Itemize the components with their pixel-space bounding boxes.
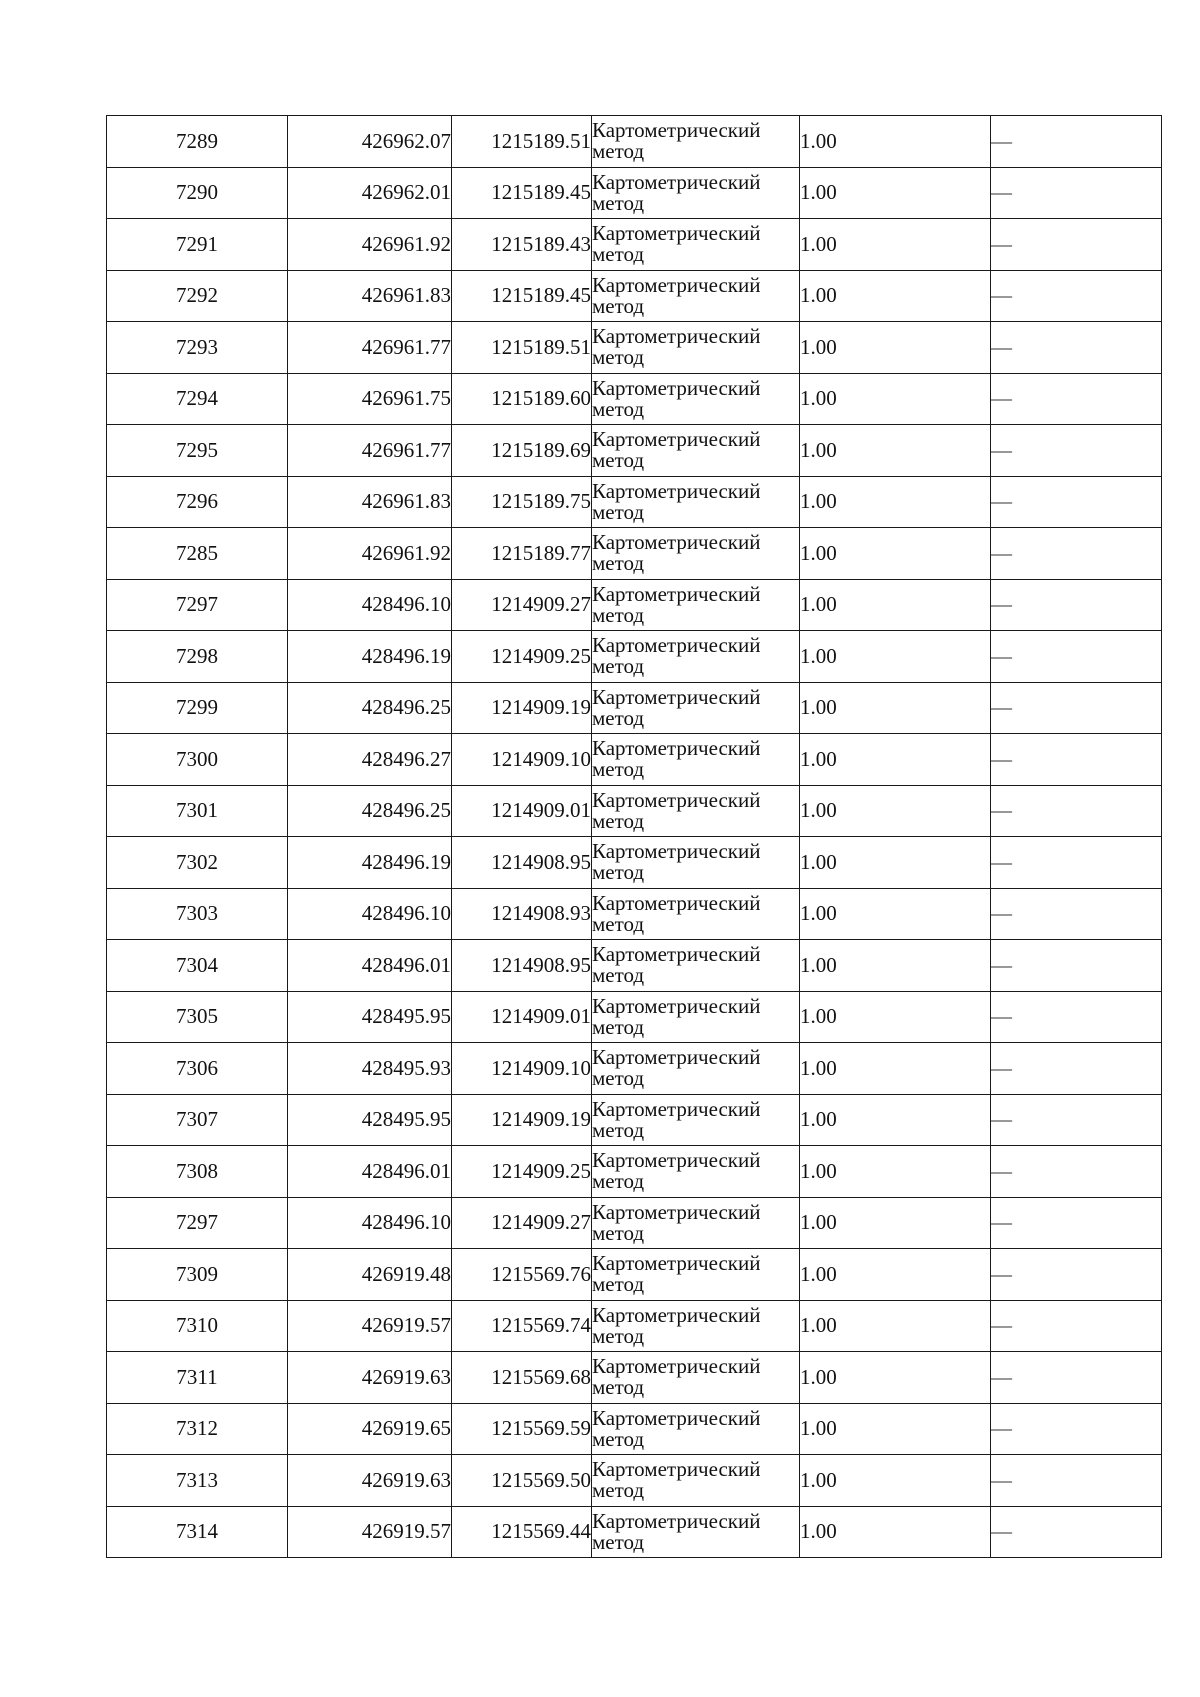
point-number-cell: 7291 bbox=[107, 219, 288, 271]
accuracy-cell: 1.00 bbox=[800, 631, 991, 683]
accuracy-cell: 1.00 bbox=[800, 167, 991, 219]
method-cell bbox=[592, 373, 800, 425]
point-number-cell: 7295 bbox=[107, 425, 288, 477]
accuracy-cell: 1.00 bbox=[800, 1094, 991, 1146]
table-row bbox=[107, 1455, 1162, 1507]
y-coordinate-cell: 1215189.60 bbox=[452, 373, 592, 425]
y-coordinate-cell: 1215189.43 bbox=[452, 219, 592, 271]
accuracy-cell: 1.00 bbox=[800, 888, 991, 940]
point-number-cell: 7297 bbox=[107, 1197, 288, 1249]
method-cell bbox=[592, 1506, 800, 1558]
method-line-2: метод bbox=[592, 654, 645, 679]
method-cell bbox=[592, 888, 800, 940]
method-line-2: метод bbox=[592, 602, 645, 627]
y-coordinate-cell: 1214909.25 bbox=[452, 631, 592, 683]
x-coordinate-cell: 428496.25 bbox=[288, 785, 452, 837]
point-number-cell: 7298 bbox=[107, 631, 288, 683]
x-coordinate-cell: 428496.27 bbox=[288, 734, 452, 786]
description-cell: — bbox=[991, 528, 1162, 580]
table-row bbox=[107, 785, 1162, 837]
x-coordinate-cell: 428496.10 bbox=[288, 888, 452, 940]
x-coordinate-cell: 426919.63 bbox=[288, 1352, 452, 1404]
table-body bbox=[107, 116, 1162, 1558]
method-cell bbox=[592, 1197, 800, 1249]
y-coordinate-cell: 1215569.74 bbox=[452, 1300, 592, 1352]
method-line-1: Картометрический bbox=[592, 478, 761, 503]
table-row bbox=[107, 322, 1162, 374]
method-cell bbox=[592, 219, 800, 271]
table-row bbox=[107, 1506, 1162, 1558]
description-cell: — bbox=[991, 270, 1162, 322]
y-coordinate-cell: 1214908.93 bbox=[452, 888, 592, 940]
accuracy-cell: 1.00 bbox=[800, 528, 991, 580]
point-number-cell: 7310 bbox=[107, 1300, 288, 1352]
point-number-cell: 7306 bbox=[107, 1043, 288, 1095]
method-line-2: метод bbox=[592, 551, 645, 576]
method-cell bbox=[592, 785, 800, 837]
point-number-cell: 7301 bbox=[107, 785, 288, 837]
table-row bbox=[107, 116, 1162, 168]
method-line-2: метод bbox=[592, 293, 645, 318]
accuracy-cell: 1.00 bbox=[800, 1455, 991, 1507]
table-row bbox=[107, 579, 1162, 631]
accuracy-cell: 1.00 bbox=[800, 1146, 991, 1198]
point-number-cell: 7302 bbox=[107, 837, 288, 889]
x-coordinate-cell: 428496.19 bbox=[288, 631, 452, 683]
method-cell bbox=[592, 116, 800, 168]
description-cell: — bbox=[991, 579, 1162, 631]
point-number-cell: 7303 bbox=[107, 888, 288, 940]
description-cell: — bbox=[991, 1506, 1162, 1558]
method-cell bbox=[592, 1300, 800, 1352]
method-line-2: метод bbox=[592, 757, 645, 782]
y-coordinate-cell: 1214909.19 bbox=[452, 1094, 592, 1146]
x-coordinate-cell: 426961.83 bbox=[288, 270, 452, 322]
table-row bbox=[107, 219, 1162, 271]
method-cell bbox=[592, 682, 800, 734]
x-coordinate-cell: 426961.83 bbox=[288, 476, 452, 528]
table-row bbox=[107, 1352, 1162, 1404]
accuracy-cell: 1.00 bbox=[800, 1403, 991, 1455]
x-coordinate-cell: 426919.63 bbox=[288, 1455, 452, 1507]
x-coordinate-cell: 428496.01 bbox=[288, 1146, 452, 1198]
x-coordinate-cell: 426919.65 bbox=[288, 1403, 452, 1455]
x-coordinate-cell: 428495.95 bbox=[288, 1094, 452, 1146]
method-line-1: Картометрический bbox=[592, 169, 761, 194]
description-cell: — bbox=[991, 1146, 1162, 1198]
y-coordinate-cell: 1215569.68 bbox=[452, 1352, 592, 1404]
point-number-cell: 7308 bbox=[107, 1146, 288, 1198]
table-row bbox=[107, 631, 1162, 683]
method-cell bbox=[592, 1094, 800, 1146]
method-cell bbox=[592, 528, 800, 580]
point-number-cell: 7305 bbox=[107, 991, 288, 1043]
accuracy-cell: 1.00 bbox=[800, 373, 991, 425]
accuracy-cell: 1.00 bbox=[800, 322, 991, 374]
method-line-2: метод bbox=[592, 190, 645, 215]
y-coordinate-cell: 1215569.50 bbox=[452, 1455, 592, 1507]
accuracy-cell: 1.00 bbox=[800, 116, 991, 168]
accuracy-cell: 1.00 bbox=[800, 837, 991, 889]
point-number-cell: 7297 bbox=[107, 579, 288, 631]
method-line-2: метод bbox=[592, 1220, 645, 1245]
method-line-2: метод bbox=[592, 1478, 645, 1503]
table-row bbox=[107, 373, 1162, 425]
method-cell bbox=[592, 734, 800, 786]
method-line-1: Картометрический bbox=[592, 1148, 761, 1173]
description-cell: — bbox=[991, 837, 1162, 889]
table-row bbox=[107, 1146, 1162, 1198]
y-coordinate-cell: 1214909.27 bbox=[452, 1197, 592, 1249]
accuracy-cell: 1.00 bbox=[800, 1249, 991, 1301]
table-row bbox=[107, 1094, 1162, 1146]
method-line-1: Картометрический bbox=[592, 1508, 761, 1533]
accuracy-cell: 1.00 bbox=[800, 579, 991, 631]
method-line-1: Картометрический bbox=[592, 1354, 761, 1379]
description-cell: — bbox=[991, 219, 1162, 271]
method-line-1: Картометрический bbox=[592, 581, 761, 606]
method-line-1: Картометрический bbox=[592, 221, 761, 246]
y-coordinate-cell: 1215189.45 bbox=[452, 167, 592, 219]
method-line-2: метод bbox=[592, 396, 645, 421]
method-cell bbox=[592, 991, 800, 1043]
method-line-1: Картометрический bbox=[592, 1045, 761, 1070]
method-line-2: метод bbox=[592, 139, 645, 164]
table-row bbox=[107, 888, 1162, 940]
method-line-2: метод bbox=[592, 1529, 645, 1554]
method-cell bbox=[592, 579, 800, 631]
x-coordinate-cell: 426962.01 bbox=[288, 167, 452, 219]
accuracy-cell: 1.00 bbox=[800, 734, 991, 786]
point-number-cell: 7285 bbox=[107, 528, 288, 580]
description-cell: — bbox=[991, 1094, 1162, 1146]
x-coordinate-cell: 428496.19 bbox=[288, 837, 452, 889]
method-line-1: Картометрический bbox=[592, 272, 761, 297]
point-number-cell: 7311 bbox=[107, 1352, 288, 1404]
table-row bbox=[107, 1403, 1162, 1455]
y-coordinate-cell: 1215189.75 bbox=[452, 476, 592, 528]
accuracy-cell: 1.00 bbox=[800, 940, 991, 992]
method-line-2: метод bbox=[592, 808, 645, 833]
method-cell bbox=[592, 1249, 800, 1301]
coordinates-table bbox=[106, 115, 1162, 1558]
table-row bbox=[107, 1249, 1162, 1301]
method-line-1: Картометрический bbox=[592, 736, 761, 761]
accuracy-cell: 1.00 bbox=[800, 425, 991, 477]
table-row bbox=[107, 1300, 1162, 1352]
method-line-1: Картометрический bbox=[592, 375, 761, 400]
point-number-cell: 7304 bbox=[107, 940, 288, 992]
x-coordinate-cell: 428496.01 bbox=[288, 940, 452, 992]
x-coordinate-cell: 428495.95 bbox=[288, 991, 452, 1043]
method-cell bbox=[592, 1403, 800, 1455]
method-line-2: метод bbox=[592, 499, 645, 524]
point-number-cell: 7313 bbox=[107, 1455, 288, 1507]
table-row bbox=[107, 425, 1162, 477]
description-cell: — bbox=[991, 1249, 1162, 1301]
method-line-1: Картометрический bbox=[592, 787, 761, 812]
description-cell: — bbox=[991, 1352, 1162, 1404]
point-number-cell: 7299 bbox=[107, 682, 288, 734]
method-cell bbox=[592, 167, 800, 219]
description-cell: — bbox=[991, 373, 1162, 425]
method-cell bbox=[592, 1043, 800, 1095]
method-cell bbox=[592, 940, 800, 992]
point-number-cell: 7312 bbox=[107, 1403, 288, 1455]
method-cell bbox=[592, 270, 800, 322]
method-cell bbox=[592, 1352, 800, 1404]
y-coordinate-cell: 1215569.59 bbox=[452, 1403, 592, 1455]
x-coordinate-cell: 428496.10 bbox=[288, 579, 452, 631]
x-coordinate-cell: 426961.92 bbox=[288, 219, 452, 271]
table-row bbox=[107, 270, 1162, 322]
description-cell: — bbox=[991, 631, 1162, 683]
description-cell: — bbox=[991, 1043, 1162, 1095]
method-cell bbox=[592, 837, 800, 889]
method-line-2: метод bbox=[592, 345, 645, 370]
x-coordinate-cell: 426919.57 bbox=[288, 1300, 452, 1352]
point-number-cell: 7307 bbox=[107, 1094, 288, 1146]
method-line-1: Картометрический bbox=[592, 1199, 761, 1224]
y-coordinate-cell: 1215189.45 bbox=[452, 270, 592, 322]
x-coordinate-cell: 426961.77 bbox=[288, 425, 452, 477]
method-cell bbox=[592, 425, 800, 477]
method-line-2: метод bbox=[592, 705, 645, 730]
x-coordinate-cell: 428496.10 bbox=[288, 1197, 452, 1249]
accuracy-cell: 1.00 bbox=[800, 785, 991, 837]
table-row bbox=[107, 1197, 1162, 1249]
description-cell: — bbox=[991, 991, 1162, 1043]
table-row bbox=[107, 528, 1162, 580]
x-coordinate-cell: 426961.77 bbox=[288, 322, 452, 374]
method-cell bbox=[592, 631, 800, 683]
method-line-2: метод bbox=[592, 1323, 645, 1348]
method-line-1: Картометрический bbox=[592, 633, 761, 658]
point-number-cell: 7309 bbox=[107, 1249, 288, 1301]
description-cell: — bbox=[991, 167, 1162, 219]
method-line-1: Картометрический bbox=[592, 1457, 761, 1482]
method-cell bbox=[592, 1146, 800, 1198]
x-coordinate-cell: 428495.93 bbox=[288, 1043, 452, 1095]
y-coordinate-cell: 1214908.95 bbox=[452, 837, 592, 889]
y-coordinate-cell: 1215569.44 bbox=[452, 1506, 592, 1558]
description-cell: — bbox=[991, 476, 1162, 528]
method-line-1: Картометрический bbox=[592, 684, 761, 709]
y-coordinate-cell: 1215189.69 bbox=[452, 425, 592, 477]
accuracy-cell: 1.00 bbox=[800, 270, 991, 322]
description-cell: — bbox=[991, 1197, 1162, 1249]
x-coordinate-cell: 428496.25 bbox=[288, 682, 452, 734]
method-line-2: метод bbox=[592, 1169, 645, 1194]
method-line-2: метод bbox=[592, 1014, 645, 1039]
method-cell bbox=[592, 1455, 800, 1507]
description-cell: — bbox=[991, 116, 1162, 168]
accuracy-cell: 1.00 bbox=[800, 476, 991, 528]
method-line-1: Картометрический bbox=[592, 118, 761, 143]
accuracy-cell: 1.00 bbox=[800, 682, 991, 734]
x-coordinate-cell: 426962.07 bbox=[288, 116, 452, 168]
y-coordinate-cell: 1214909.19 bbox=[452, 682, 592, 734]
y-coordinate-cell: 1214909.01 bbox=[452, 785, 592, 837]
accuracy-cell: 1.00 bbox=[800, 1506, 991, 1558]
method-cell bbox=[592, 322, 800, 374]
y-coordinate-cell: 1214909.01 bbox=[452, 991, 592, 1043]
x-coordinate-cell: 426961.92 bbox=[288, 528, 452, 580]
description-cell: — bbox=[991, 425, 1162, 477]
point-number-cell: 7300 bbox=[107, 734, 288, 786]
method-line-1: Картометрический bbox=[592, 1251, 761, 1276]
accuracy-cell: 1.00 bbox=[800, 219, 991, 271]
accuracy-cell: 1.00 bbox=[800, 1043, 991, 1095]
description-cell: — bbox=[991, 1455, 1162, 1507]
method-line-1: Картометрический bbox=[592, 1405, 761, 1430]
accuracy-cell: 1.00 bbox=[800, 1300, 991, 1352]
y-coordinate-cell: 1214908.95 bbox=[452, 940, 592, 992]
point-number-cell: 7314 bbox=[107, 1506, 288, 1558]
method-line-2: метод bbox=[592, 963, 645, 988]
y-coordinate-cell: 1215189.51 bbox=[452, 322, 592, 374]
method-line-2: метод bbox=[592, 448, 645, 473]
method-line-1: Картометрический bbox=[592, 1302, 761, 1327]
y-coordinate-cell: 1215569.76 bbox=[452, 1249, 592, 1301]
description-cell: — bbox=[991, 322, 1162, 374]
method-line-1: Картометрический bbox=[592, 942, 761, 967]
y-coordinate-cell: 1214909.25 bbox=[452, 1146, 592, 1198]
method-line-2: метод bbox=[592, 1117, 645, 1142]
accuracy-cell: 1.00 bbox=[800, 1197, 991, 1249]
point-number-cell: 7293 bbox=[107, 322, 288, 374]
table-row bbox=[107, 940, 1162, 992]
method-line-1: Картометрический bbox=[592, 890, 761, 915]
point-number-cell: 7289 bbox=[107, 116, 288, 168]
y-coordinate-cell: 1215189.77 bbox=[452, 528, 592, 580]
x-coordinate-cell: 426919.48 bbox=[288, 1249, 452, 1301]
method-line-1: Картометрический bbox=[592, 530, 761, 555]
x-coordinate-cell: 426919.57 bbox=[288, 1506, 452, 1558]
table-row bbox=[107, 1043, 1162, 1095]
method-line-1: Картометрический bbox=[592, 427, 761, 452]
accuracy-cell: 1.00 bbox=[800, 991, 991, 1043]
method-cell bbox=[592, 476, 800, 528]
method-line-2: метод bbox=[592, 1426, 645, 1451]
point-number-cell: 7292 bbox=[107, 270, 288, 322]
method-line-2: метод bbox=[592, 1375, 645, 1400]
method-line-1: Картометрический bbox=[592, 993, 761, 1018]
point-number-cell: 7290 bbox=[107, 167, 288, 219]
x-coordinate-cell: 426961.75 bbox=[288, 373, 452, 425]
method-line-2: метод bbox=[592, 1066, 645, 1091]
description-cell: — bbox=[991, 888, 1162, 940]
method-line-1: Картометрический bbox=[592, 324, 761, 349]
point-number-cell: 7294 bbox=[107, 373, 288, 425]
accuracy-cell: 1.00 bbox=[800, 1352, 991, 1404]
description-cell: — bbox=[991, 785, 1162, 837]
table-row bbox=[107, 991, 1162, 1043]
method-line-2: метод bbox=[592, 860, 645, 885]
description-cell: — bbox=[991, 940, 1162, 992]
y-coordinate-cell: 1214909.27 bbox=[452, 579, 592, 631]
y-coordinate-cell: 1214909.10 bbox=[452, 734, 592, 786]
table-row bbox=[107, 682, 1162, 734]
point-number-cell: 7296 bbox=[107, 476, 288, 528]
method-line-2: метод bbox=[592, 242, 645, 267]
y-coordinate-cell: 1215189.51 bbox=[452, 116, 592, 168]
table-row bbox=[107, 837, 1162, 889]
method-line-2: метод bbox=[592, 911, 645, 936]
y-coordinate-cell: 1214909.10 bbox=[452, 1043, 592, 1095]
method-line-1: Картометрический bbox=[592, 839, 761, 864]
description-cell: — bbox=[991, 734, 1162, 786]
description-cell: — bbox=[991, 682, 1162, 734]
method-line-1: Картометрический bbox=[592, 1096, 761, 1121]
method-line-2: метод bbox=[592, 1272, 645, 1297]
description-cell: — bbox=[991, 1300, 1162, 1352]
description-cell: — bbox=[991, 1403, 1162, 1455]
table-row bbox=[107, 734, 1162, 786]
table-row bbox=[107, 167, 1162, 219]
table-row bbox=[107, 476, 1162, 528]
